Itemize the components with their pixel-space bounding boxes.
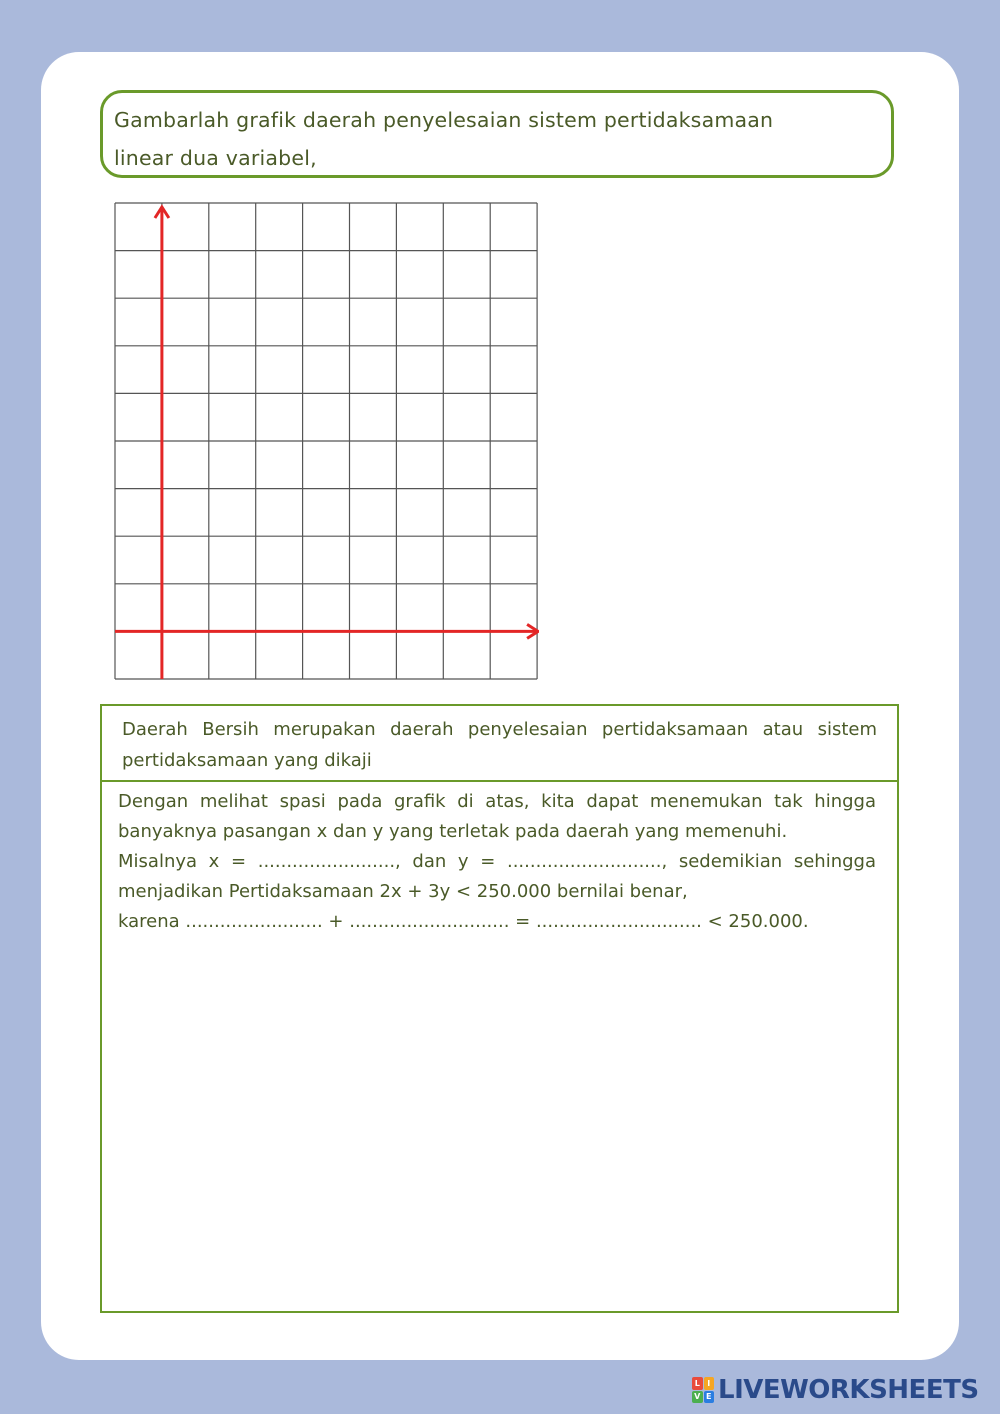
logo-letter: L: [692, 1377, 703, 1390]
coordinate-grid: [113, 201, 539, 681]
liveworksheets-brand: [692, 1374, 979, 1406]
grid-svg: [113, 201, 539, 681]
instruction-line-2: linear dua variabel,: [114, 146, 317, 170]
definition-box: [100, 704, 899, 782]
brand-name: LIVEWORKSHEETS: [718, 1375, 979, 1405]
liveworksheets-logo-icon: [692, 1377, 714, 1403]
definition-text: Daerah Bersih merupakan daerah penyelesaian pertidaksamaan atau sistem pertidaksamaan yang dikaji: [122, 719, 877, 771]
answer-karena-line: karena ........................ + ............................ = ............................. < 250.000.: [118, 911, 809, 932]
answer-paragraph: Dengan melihat spasi pada grafik di atas, kita dapat menemukan tak hingga banyaknya pasangan x dan y yang terletak pada daerah yang memenuhi.: [118, 791, 876, 842]
logo-letter: E: [704, 1391, 715, 1404]
logo-letter: V: [692, 1391, 703, 1404]
instruction-line-1: Gambarlah grafik daerah penyelesaian sistem pertidaksamaan: [114, 108, 774, 132]
answer-example: Misalnya x = ........................, dan y = ..........................., sedemikian sehingga menjadikan Pertidaksamaan 2x + 3y < 250.000 bernilai benar,: [118, 851, 876, 902]
answer-box: [100, 780, 899, 1313]
instruction-box: [100, 90, 894, 178]
logo-letter: I: [704, 1377, 715, 1390]
